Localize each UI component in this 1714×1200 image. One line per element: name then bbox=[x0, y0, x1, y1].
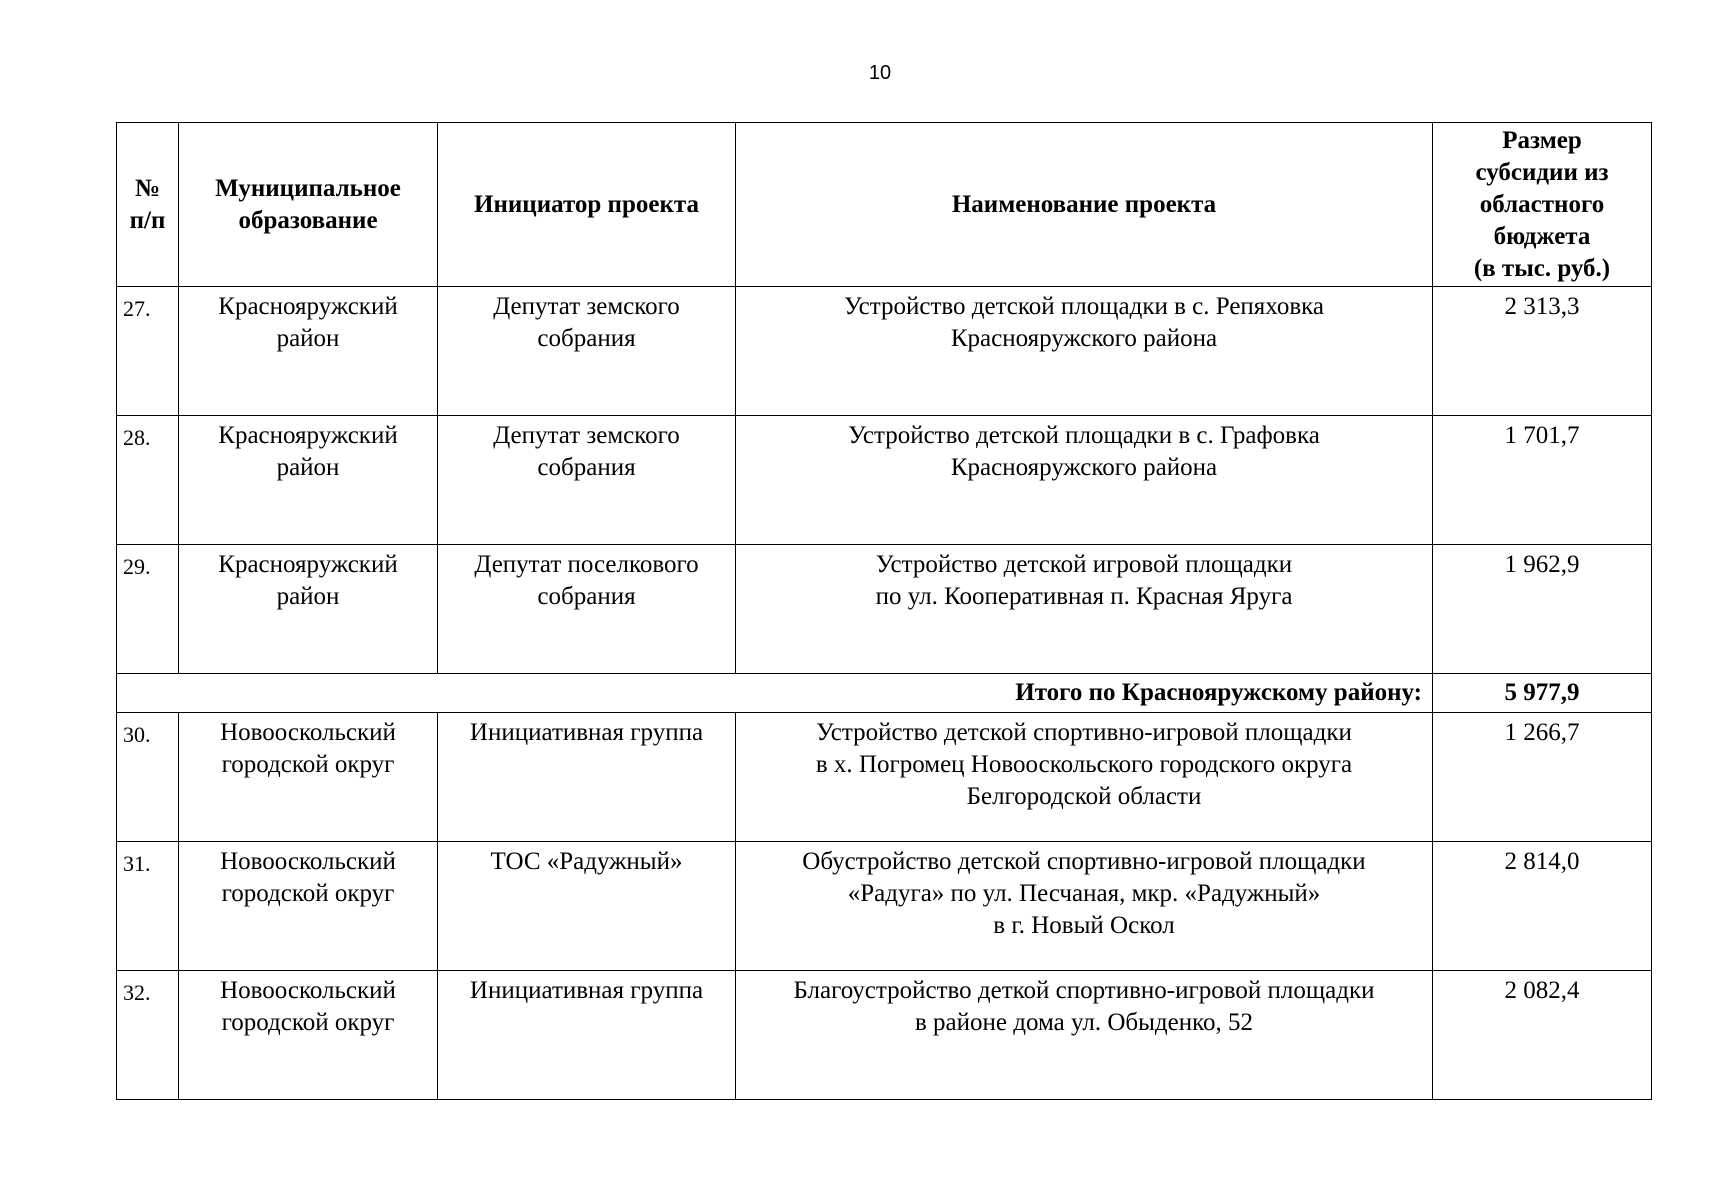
municipality-cell: Новооскольский городской округ bbox=[179, 713, 438, 842]
header-subsidy: Размер субсидии из областного бюджета (в тыс. руб.) bbox=[1433, 123, 1652, 287]
header-initiator: Инициатор проекта bbox=[438, 123, 736, 287]
row-number: 28. bbox=[117, 416, 179, 545]
project-cell: Устройство детской площадки в с. Репяховка Краснояружского района bbox=[736, 287, 1433, 416]
initiator-cell: Инициативная группа bbox=[438, 971, 736, 1100]
initiator-cell: Депутат поселкового собрания bbox=[438, 545, 736, 674]
subsidy-cell: 1 266,7 bbox=[1433, 713, 1652, 842]
project-cell: Устройство детской спортивно-игровой площадки в х. Погромец Новооскольского городского округа Белгородской области bbox=[736, 713, 1433, 842]
page-number: 10 bbox=[868, 62, 892, 84]
row-number: 31. bbox=[117, 842, 179, 971]
subsidy-cell: 2 082,4 bbox=[1433, 971, 1652, 1100]
header-project: Наименование проекта bbox=[736, 123, 1433, 287]
row-number: 29. bbox=[117, 545, 179, 674]
municipality-cell: Краснояружский район bbox=[179, 287, 438, 416]
municipality-cell: Краснояружский район bbox=[179, 545, 438, 674]
subsidy-cell: 1 701,7 bbox=[1433, 416, 1652, 545]
row-number: 30. bbox=[117, 713, 179, 842]
total-row bbox=[117, 674, 1652, 713]
initiator-cell: Депутат земского собрания bbox=[438, 416, 736, 545]
subsidy-cell: 1 962,9 bbox=[1433, 545, 1652, 674]
municipality-cell: Краснояружский район bbox=[179, 416, 438, 545]
header-num: № п/п bbox=[117, 123, 179, 287]
initiator-cell: Инициативная группа bbox=[438, 713, 736, 842]
table-row bbox=[117, 287, 1652, 416]
total-value: 5 977,9 bbox=[1433, 674, 1652, 713]
municipality-cell: Новооскольский городской округ bbox=[179, 842, 438, 971]
table-header-row bbox=[117, 123, 1652, 287]
row-number: 32. bbox=[117, 971, 179, 1100]
total-label: Итого по Краснояружскому району: bbox=[117, 674, 1433, 713]
table-row bbox=[117, 416, 1652, 545]
municipality-cell: Новооскольский городской округ bbox=[179, 971, 438, 1100]
table-row bbox=[117, 713, 1652, 842]
initiator-cell: Депутат земского собрания bbox=[438, 287, 736, 416]
subsidy-table bbox=[116, 122, 1652, 1100]
subsidy-cell: 2 814,0 bbox=[1433, 842, 1652, 971]
table-row bbox=[117, 842, 1652, 971]
subsidy-cell: 2 313,3 bbox=[1433, 287, 1652, 416]
table-row bbox=[117, 545, 1652, 674]
project-cell: Благоустройство деткой спортивно-игровой площадки в районе дома ул. Обыденко, 52 bbox=[736, 971, 1433, 1100]
project-cell: Обустройство детской спортивно-игровой площадки «Радуга» по ул. Песчаная, мкр. «Радужный» в г. Новый Оскол bbox=[736, 842, 1433, 971]
initiator-cell: ТОС «Радужный» bbox=[438, 842, 736, 971]
row-number: 27. bbox=[117, 287, 179, 416]
table-row bbox=[117, 971, 1652, 1100]
project-cell: Устройство детской игровой площадки по ул. Кооперативная п. Красная Яруга bbox=[736, 545, 1433, 674]
header-municipality: Муниципальное образование bbox=[179, 123, 438, 287]
project-cell: Устройство детской площадки в с. Графовка Краснояружского района bbox=[736, 416, 1433, 545]
